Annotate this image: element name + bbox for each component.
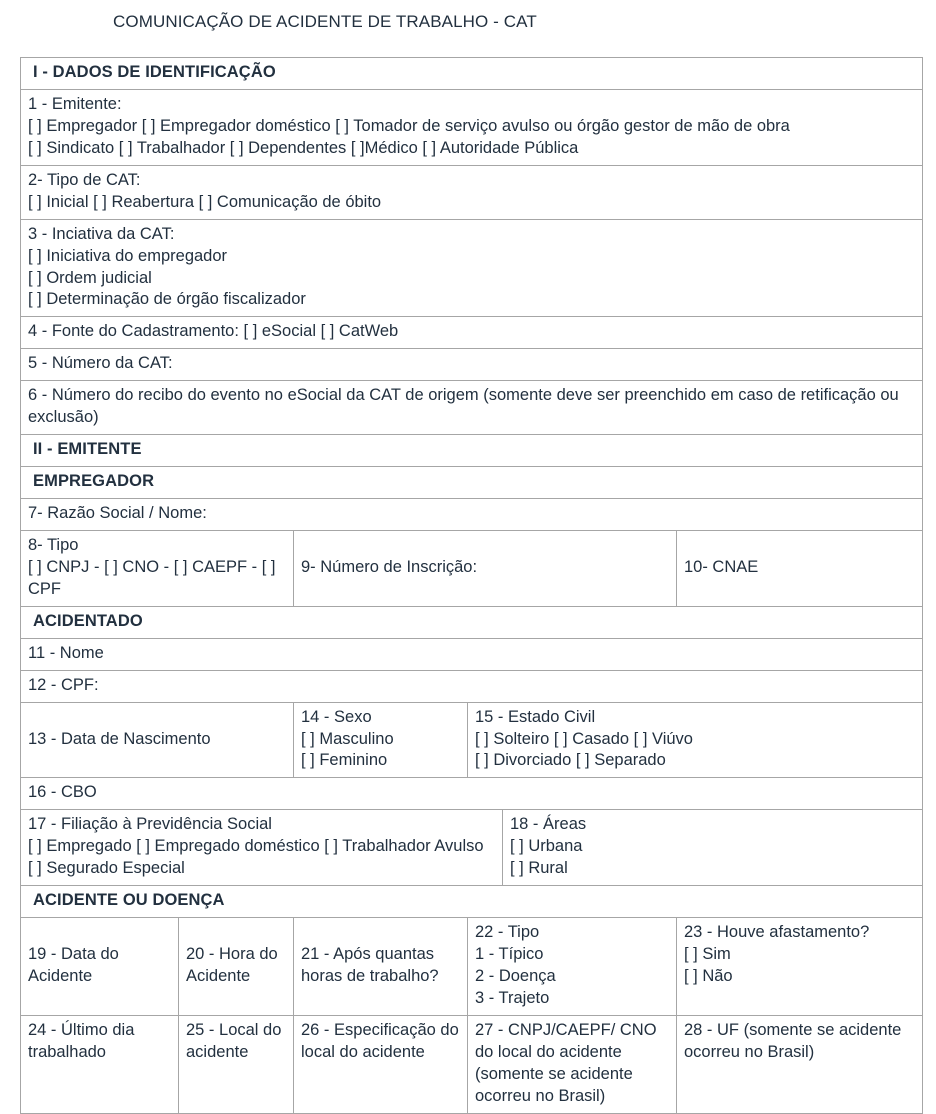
field-22-option-doenca[interactable]: 2 - Doença: [475, 966, 556, 985]
field-8-tipo: [21, 530, 294, 606]
field-22-tipo: [468, 918, 677, 1016]
table-row: [21, 1015, 923, 1113]
field-22-label: 22 - Tipo: [475, 923, 540, 942]
field-2-options[interactable]: [ ] Inicial [ ] Reabertura [ ] Comunicação de óbito: [28, 192, 382, 211]
field-25-local-acidente[interactable]: 25 - Local do acidente: [179, 1015, 294, 1113]
field-9-numero-inscricao[interactable]: 9- Número de Inscrição:: [294, 530, 677, 606]
field-18-areas: [503, 810, 923, 886]
field-1-options-line1[interactable]: [ ] Empregador [ ] Empregador doméstico [ ] Tomador de serviço avulso ou órgão gestor de mão de obra: [28, 116, 790, 135]
field-22-option-trajeto[interactable]: 3 - Trajeto: [475, 988, 550, 1007]
field-24-ultimo-dia-trabalhado[interactable]: 24 - Último dia trabalhado: [21, 1015, 179, 1113]
field-15-estado-civil: [468, 702, 923, 778]
field-6-numero-recibo[interactable]: 6 - Número do recibo do evento no eSocial da CAT de origem (somente deve ser preenchido em caso de retificação ou exclusão): [21, 381, 923, 435]
section-header-acidentado: ACIDENTADO: [21, 606, 923, 638]
field-17-label: 17 - Filiação à Previdência Social: [28, 815, 272, 834]
table-row: [21, 530, 923, 606]
section-header-emitente: II - EMITENTE: [21, 435, 923, 467]
field-13-data-nascimento[interactable]: 13 - Data de Nascimento: [21, 702, 294, 778]
field-26-especificacao-local[interactable]: 26 - Especificação do local do acidente: [294, 1015, 468, 1113]
field-3-option-determinacao[interactable]: [ ] Determinação de órgão fiscalizador: [28, 290, 306, 309]
field-15-options-line1[interactable]: [ ] Solteiro [ ] Casado [ ] Viúvo: [475, 729, 693, 748]
field-1-label: 1 - Emitente:: [28, 94, 122, 113]
table-row: [21, 606, 923, 638]
table-row: [21, 886, 923, 918]
field-17-options-line1[interactable]: [ ] Empregado [ ] Empregado doméstico [ ] Trabalhador Avulso: [28, 837, 484, 856]
field-5-numero-cat[interactable]: 5 - Número da CAT:: [21, 349, 923, 381]
field-10-cnae[interactable]: 10- CNAE: [677, 530, 923, 606]
table-row: [21, 778, 923, 810]
field-16-cbo[interactable]: 16 - CBO: [21, 778, 923, 810]
table-row: [21, 670, 923, 702]
field-17-options-line2[interactable]: [ ] Segurado Especial: [28, 859, 185, 878]
table-row: [21, 349, 923, 381]
section-header-acidente-doenca: ACIDENTE OU DOENÇA: [21, 886, 923, 918]
section-header-identificacao: I - DADOS DE IDENTIFICAÇÃO: [21, 58, 923, 90]
field-28-uf[interactable]: 28 - UF (somente se acidente ocorreu no Brasil): [677, 1015, 923, 1113]
field-11-nome[interactable]: 11 - Nome: [21, 638, 923, 670]
field-18-option-urbana[interactable]: [ ] Urbana: [510, 837, 583, 856]
table-row: [21, 165, 923, 219]
field-14-option-feminino[interactable]: [ ] Feminino: [301, 751, 388, 770]
field-3-iniciativa-cat: [21, 219, 923, 317]
field-23-option-nao[interactable]: [ ] Não: [684, 966, 733, 985]
field-12-cpf[interactable]: 12 - CPF:: [21, 670, 923, 702]
table-row: [21, 702, 923, 778]
table-row: [21, 499, 923, 531]
page-title: COMUNICAÇÃO DE ACIDENTE DE TRABALHO - CAT: [113, 12, 537, 31]
field-27-cnpj-caepf-cno-local[interactable]: 27 - CNPJ/CAEPF/ CNO do local do acidente (somente se acidente ocorreu no Brasil): [468, 1015, 677, 1113]
field-15-label: 15 - Estado Civil: [475, 707, 596, 726]
field-8-label: 8- Tipo: [28, 535, 79, 554]
field-2-label: 2- Tipo de CAT:: [28, 170, 141, 189]
field-18-option-rural[interactable]: [ ] Rural: [510, 859, 568, 878]
field-1-options-line2[interactable]: [ ] Sindicato [ ] Trabalhador [ ] Dependentes [ ]Médico [ ] Autoridade Pública: [28, 138, 579, 157]
table-row: [21, 918, 923, 1016]
table-row: [21, 219, 923, 317]
field-18-label: 18 - Áreas: [510, 815, 587, 834]
table-row: [21, 810, 923, 886]
table-row: [21, 435, 923, 467]
field-14-sexo: [294, 702, 468, 778]
field-3-option-empregador[interactable]: [ ] Iniciativa do empregador: [28, 246, 228, 265]
field-23-houve-afastamento: [677, 918, 923, 1016]
field-14-option-masculino[interactable]: [ ] Masculino: [301, 729, 394, 748]
field-14-label: 14 - Sexo: [301, 707, 372, 726]
field-19-data-acidente[interactable]: 19 - Data do Acidente: [21, 918, 179, 1016]
table-row: [21, 467, 923, 499]
field-20-hora-acidente[interactable]: 20 - Hora do Acidente: [179, 918, 294, 1016]
table-row: [21, 58, 923, 90]
field-3-option-ordem-judicial[interactable]: [ ] Ordem judicial: [28, 268, 152, 287]
field-15-options-line2[interactable]: [ ] Divorciado [ ] Separado: [475, 751, 666, 770]
field-4-fonte-cadastramento[interactable]: 4 - Fonte do Cadastramento: [ ] eSocial [ ] CatWeb: [21, 317, 923, 349]
table-row: [21, 638, 923, 670]
table-row: [21, 381, 923, 435]
field-8-options[interactable]: [ ] CNPJ - [ ] CNO - [ ] CAEPF - [ ] CPF: [28, 557, 276, 598]
field-7-razao-social[interactable]: 7- Razão Social / Nome:: [21, 499, 923, 531]
field-23-label: 23 - Houve afastamento?: [684, 923, 870, 942]
field-23-option-sim[interactable]: [ ] Sim: [684, 945, 731, 963]
field-1-emitente: [21, 89, 923, 165]
field-2-tipo-cat: [21, 165, 923, 219]
section-header-empregador: EMPREGADOR: [21, 467, 923, 499]
field-17-filiacao-previdencia: [21, 810, 503, 886]
field-3-label: 3 - Inciativa da CAT:: [28, 224, 175, 243]
table-row: [21, 89, 923, 165]
table-row: [21, 317, 923, 349]
cat-form-table: [20, 57, 923, 1114]
field-22-option-tipico[interactable]: 1 - Típico: [475, 945, 544, 963]
field-21-horas-trabalho[interactable]: 21 - Após quantas horas de trabalho?: [294, 918, 468, 1016]
